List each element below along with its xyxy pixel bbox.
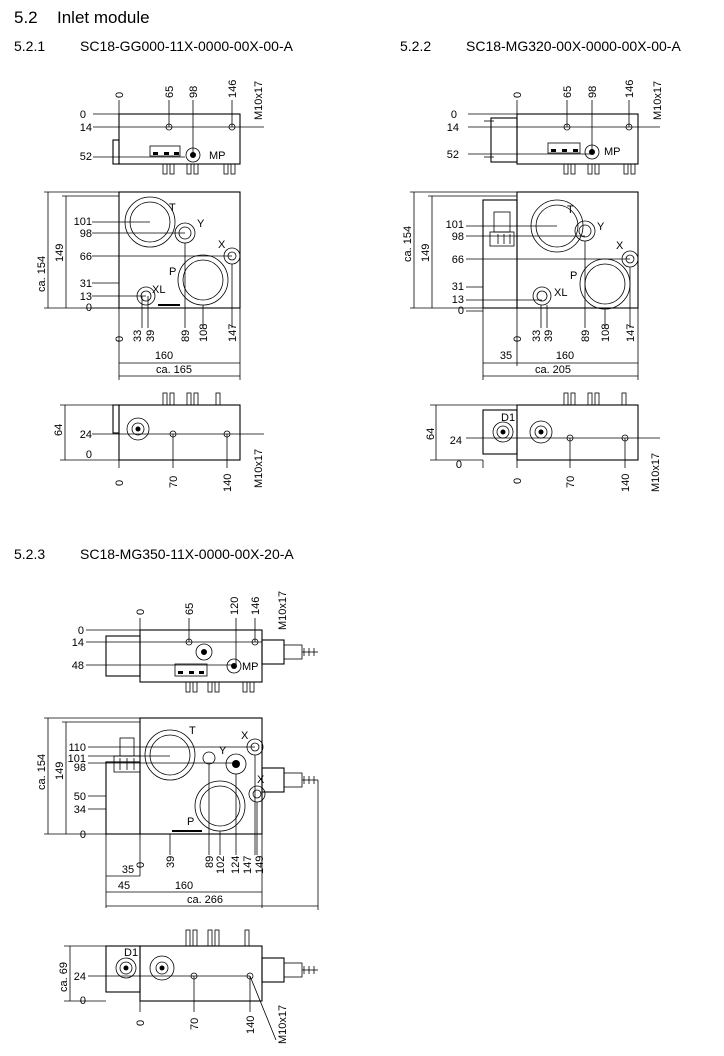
d3-port-x: X [241, 730, 249, 742]
d3-top-mp: MP [242, 661, 259, 673]
d1-front-v0: 0 [85, 302, 92, 314]
d1-front-h0: 0 [114, 335, 126, 342]
d3-front-v98: 98 [73, 762, 86, 774]
d1-bot-v64: 64 [53, 423, 65, 436]
d3-bot-v24: 24 [73, 971, 86, 983]
d3-top-v48: 48 [71, 660, 84, 672]
d2-front-h147: 147 [625, 323, 637, 342]
d2-top-view [468, 100, 660, 174]
d1-bot-v0: 0 [85, 449, 92, 461]
d1-bot-h0: 0 [114, 479, 126, 486]
d3-port-x2: X [257, 774, 265, 786]
d1-front-h39: 39 [145, 329, 157, 342]
d1-bot-m10: M10x17 [253, 448, 265, 488]
d2-top-mp: MP [604, 146, 621, 158]
d2-front-w160: 160 [555, 350, 575, 362]
d1-top-h146: 146 [227, 79, 239, 98]
d3-bot-h70: 70 [189, 1017, 201, 1030]
d2-front-149: 149 [420, 243, 432, 262]
d3-front-ca266: ca. 266 [186, 894, 224, 906]
d2-bot-d1: D1 [501, 412, 516, 424]
d2-front-v66: 66 [451, 254, 464, 266]
d3-front-ca154: ca. 154 [36, 753, 48, 790]
d3-top-m10: M10x17 [277, 590, 289, 630]
d2-front-h108: 108 [600, 323, 612, 342]
d1-front-w160: 160 [154, 350, 174, 362]
sub1-number: 5.2.1 [14, 38, 46, 54]
d1-bot-v24: 24 [79, 429, 92, 441]
d3-bot-h0: 0 [135, 1019, 147, 1026]
d2-front-h0: 0 [512, 335, 524, 342]
d2-front-h33: 33 [531, 329, 543, 342]
d3-bot-v69: ca. 69 [58, 962, 70, 992]
section-number: 5.2 [14, 8, 38, 27]
d1-port-t: T [169, 202, 176, 214]
sub3-code: SC18-MG350-11X-0000-00X-20-A [80, 546, 294, 562]
d1-front-v31: 31 [79, 278, 92, 290]
d1-front-149: 149 [54, 243, 66, 262]
d1-port-xl: XL [152, 284, 166, 296]
d3-front-w45: 45 [117, 880, 131, 892]
d1-port-x: X [218, 239, 226, 251]
d2-top-m10: M10x17 [652, 80, 664, 120]
d1-front-ca154: ca. 154 [36, 255, 48, 292]
d3-front-w35: 35 [121, 864, 135, 876]
d2-front-ca154: ca. 154 [402, 225, 414, 262]
d1-front-h147: 147 [227, 323, 239, 342]
d1-bot-h140: 140 [222, 473, 234, 492]
d2-port-xl: XL [554, 287, 568, 299]
sub1-code: SC18-GG000-11X-0000-00X-00-A [80, 38, 293, 54]
d3-port-t: T [189, 725, 196, 737]
d3-front-h149: 149 [254, 855, 266, 874]
d1-front-h89: 89 [180, 329, 192, 342]
d3-front-h89: 89 [204, 855, 216, 868]
d3-front-v110: 110 [68, 742, 86, 754]
d1-top-v0: 0 [79, 109, 86, 121]
d1-top-h0: 0 [114, 91, 126, 98]
d3-bot-v0: 0 [79, 995, 86, 1007]
sub2-code: SC18-MG320-00X-0000-00X-00-A [466, 38, 681, 54]
d3-port-y: Y [219, 745, 227, 757]
d2-front-ca205: ca. 205 [534, 364, 572, 376]
d2-top-h146: 146 [624, 79, 636, 98]
d2-bot-h70: 70 [565, 475, 577, 488]
d2-front-h39: 39 [543, 329, 555, 342]
d2-bot-h0: 0 [512, 477, 524, 484]
d1-bot-h70: 70 [168, 475, 180, 488]
d3-top-h65: 65 [184, 602, 196, 615]
d1-front-v101: 101 [73, 216, 92, 228]
d2-port-x: X [616, 240, 624, 252]
d3-top-h0: 0 [135, 608, 147, 615]
d2-top-h0: 0 [512, 91, 524, 98]
d2-bot-v64: 64 [425, 427, 437, 440]
d3-front-h102: 102 [215, 855, 227, 874]
d1-top-m10: M10x17 [253, 80, 265, 120]
d2-bot-v0: 0 [455, 459, 462, 471]
d2-front-v31: 31 [451, 281, 464, 293]
d3-bot-h140: 140 [245, 1015, 257, 1034]
section-title: Inlet module [57, 8, 150, 27]
d3-front-v0: 0 [79, 829, 86, 841]
d3-front-h39: 39 [165, 855, 177, 868]
d2-port-t: T [567, 204, 574, 216]
d2-bot-v24: 24 [449, 435, 462, 447]
d1-top-mp: MP [209, 150, 226, 162]
d2-front-v13: 13 [451, 294, 464, 306]
d3-front-149: 149 [54, 761, 66, 780]
d1-top-h98: 98 [188, 85, 200, 98]
d3-bot-m10: M10x17 [277, 1004, 289, 1044]
d1-front-ca165: ca. 165 [155, 364, 193, 376]
d2-bottom-view [430, 393, 660, 468]
d2-bot-m10: M10x17 [650, 452, 662, 492]
d2-top-v0: 0 [450, 109, 457, 121]
d3-front-v50: 50 [73, 791, 86, 803]
d3-bot-d1: D1 [124, 947, 139, 959]
d2-top-v14: 14 [446, 122, 459, 134]
d3-top-h146: 146 [250, 596, 262, 615]
d2-top-v52: 52 [446, 149, 459, 161]
d1-front-h33: 33 [132, 329, 144, 342]
d1-port-p: P [169, 266, 177, 278]
d3-top-v0: 0 [77, 625, 84, 637]
d1-top-v14: 14 [79, 122, 92, 134]
sub2-number: 5.2.2 [400, 38, 432, 54]
d2-front-w35: 35 [499, 350, 513, 362]
d3-top-h120: 120 [229, 596, 241, 615]
d3-front-v34: 34 [73, 804, 86, 816]
sub3-number: 5.2.3 [14, 546, 46, 562]
d3-front-h0: 0 [135, 861, 147, 868]
d3-front-h124: 124 [230, 855, 242, 874]
d1-front-v98: 98 [79, 228, 92, 240]
d2-port-y: Y [597, 221, 605, 233]
d1-top-h65: 65 [164, 85, 176, 98]
d1-port-y: Y [197, 218, 205, 230]
d3-front-v101: 101 [67, 753, 86, 765]
d2-front-v98: 98 [451, 231, 464, 243]
d1-front-v66: 66 [79, 251, 92, 263]
d2-front-v0: 0 [457, 305, 464, 317]
d1-top-view [93, 100, 264, 174]
d2-front-v101: 101 [445, 219, 464, 231]
d1-front-h108: 108 [198, 323, 210, 342]
d2-bot-h140: 140 [620, 473, 632, 492]
d1-top-v52: 52 [79, 151, 92, 163]
d3-port-p: P [187, 816, 195, 828]
d2-top-h65: 65 [562, 85, 574, 98]
d1-front-v13: 13 [79, 291, 92, 303]
d3-front-w160: 160 [174, 880, 194, 892]
d3-top-v14: 14 [71, 637, 84, 649]
d2-top-h98: 98 [587, 85, 599, 98]
d3-front-h147: 147 [242, 855, 254, 874]
d2-front-h89: 89 [580, 329, 592, 342]
d2-port-p: P [570, 270, 578, 282]
